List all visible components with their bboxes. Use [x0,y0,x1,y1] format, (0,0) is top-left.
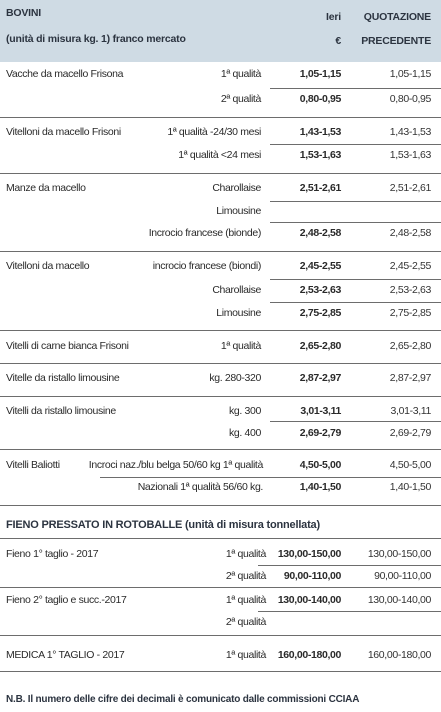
group-divider [0,635,441,636]
row-quality: Incrocio francese (bionde) [148,227,261,239]
row-divider [270,222,441,223]
row-quality: 2ª qualità [220,93,261,105]
header-col-prev-line1: QUOTAZIONE [363,11,431,23]
row-quality: kg. 300 [229,405,261,417]
row-label: Fieno 2° taglio e succ.-2017 [6,594,127,606]
row-label: Fieno 1° taglio - 2017 [6,548,99,560]
group-divider [0,330,441,331]
group-divider [0,538,441,539]
row-price-today: 2,48-2,58 [299,227,341,239]
row-label: Vitelli di carne bianca Frisoni [6,340,129,352]
row-price-today: 4,50-5,00 [299,459,341,471]
row-quality: 1ª qualità [220,340,261,352]
footnote: N.B. Il numero delle cifre dei decimali è comunicato dalle commissioni CCIAA [6,694,360,705]
row-divider [100,477,441,478]
row-price-today: 1,05-1,15 [299,68,341,80]
fieno-section-title: FIENO PRESSATO IN ROTOBALLE (unità di misura tonnellata) [6,519,320,531]
row-price-previous: 2,65-2,80 [389,340,431,352]
row-quality: 2ª qualità [225,570,266,582]
row-quality: 1ª qualità [225,548,266,560]
group-divider [0,449,441,450]
row-label: Vitelli Baliotti [6,459,60,471]
row-divider [258,565,441,566]
row-divider [270,421,441,422]
row-quality: incrocio francese (biondi) [152,260,261,272]
row-quality: 1ª qualità [225,649,266,661]
row-price-previous: 2,48-2,58 [389,227,431,239]
row-price-previous: 1,05-1,15 [389,68,431,80]
row-price-previous: 3,01-3,11 [390,405,431,417]
row-price-previous: 2,75-2,85 [389,307,431,319]
row-price-previous: 160,00-180,00 [367,649,431,661]
row-quality: 2ª qualità [225,616,266,628]
row-price-today: 2,53-2,63 [299,284,341,296]
header-col-prev-line2: PRECEDENTE [361,35,431,47]
row-price-today: 2,87-2,97 [299,372,341,384]
group-divider [0,363,441,364]
group-divider [0,396,441,397]
row-quality: Limousine [216,307,261,319]
header-col-today-line2: € [335,35,341,47]
row-label: Vacche da macello Frisona [6,68,124,80]
row-quality: Incroci naz./blu belga 50/60 kg 1ª qualità [88,459,263,471]
row-quality: kg. 280-320 [209,372,261,384]
row-divider [270,144,441,145]
row-label: Vitelli da ristallo limousine [6,405,116,417]
group-divider [0,173,441,174]
row-price-today: 1,53-1,63 [299,149,341,161]
row-label: Vitelloni da macello [6,260,90,272]
row-divider [270,279,441,280]
header-title: BOVINI [6,7,41,19]
row-quality: Nazionali 1ª qualità 56/60 kg. [137,481,263,493]
row-label: Manze da macello [6,182,86,194]
row-quality: 1ª qualità [220,68,261,80]
row-price-today: 90,00-110,00 [283,570,341,582]
row-quality: 1ª qualità -24/30 mesi [167,126,261,138]
row-price-previous: 130,00-140,00 [367,594,431,606]
row-price-today: 130,00-150,00 [277,548,341,560]
row-price-today: 2,45-2,55 [299,260,341,272]
group-divider [0,505,441,506]
group-divider [0,117,441,118]
row-quality: Charollaise [212,182,261,194]
group-divider [0,587,441,588]
header-subtitle: (unità di misura kg. 1) franco mercato [6,33,186,45]
row-price-previous: 4,50-5,00 [389,459,431,471]
row-price-previous: 2,53-2,63 [389,284,431,296]
row-label: MEDICA 1° TAGLIO - 2017 [6,649,125,661]
row-quality: kg. 400 [229,427,261,439]
row-price-previous: 2,87-2,97 [389,372,431,384]
row-price-today: 3,01-3,11 [300,405,341,417]
row-price-previous: 1,53-1,63 [389,149,431,161]
row-price-today: 130,00-140,00 [277,594,341,606]
group-divider [0,671,441,672]
row-label: Vitelloni da macello Frisoni [6,126,121,138]
row-price-today: 2,65-2,80 [299,340,341,352]
row-divider [270,88,441,89]
row-price-previous: 1,40-1,50 [389,481,431,493]
row-price-today: 2,69-2,79 [299,427,341,439]
header-col-today-line1: Ieri [326,11,341,23]
row-divider [258,611,441,612]
row-price-today: 0,80-0,95 [299,93,341,105]
row-quality: Limousine [216,205,261,217]
row-price-today: 2,75-2,85 [299,307,341,319]
row-price-previous: 2,45-2,55 [389,260,431,272]
row-quality: Charollaise [212,284,261,296]
row-price-previous: 1,43-1,53 [389,126,431,138]
row-price-previous: 2,51-2,61 [389,182,431,194]
row-divider [270,302,441,303]
row-label: Vitelle da ristallo limousine [6,372,120,384]
row-price-previous: 2,69-2,79 [389,427,431,439]
row-price-previous: 90,00-110,00 [374,570,431,582]
row-price-today: 1,43-1,53 [299,126,341,138]
row-price-today: 160,00-180,00 [277,649,341,661]
row-divider [270,201,441,202]
row-quality: 1ª qualità <24 mesi [178,149,261,161]
row-quality: 1ª qualità [225,594,266,606]
row-price-today: 1,40-1,50 [299,481,341,493]
group-divider [0,251,441,252]
table-header [0,0,441,62]
row-price-previous: 130,00-150,00 [367,548,431,560]
row-price-previous: 0,80-0,95 [389,93,431,105]
row-price-today: 2,51-2,61 [299,182,341,194]
